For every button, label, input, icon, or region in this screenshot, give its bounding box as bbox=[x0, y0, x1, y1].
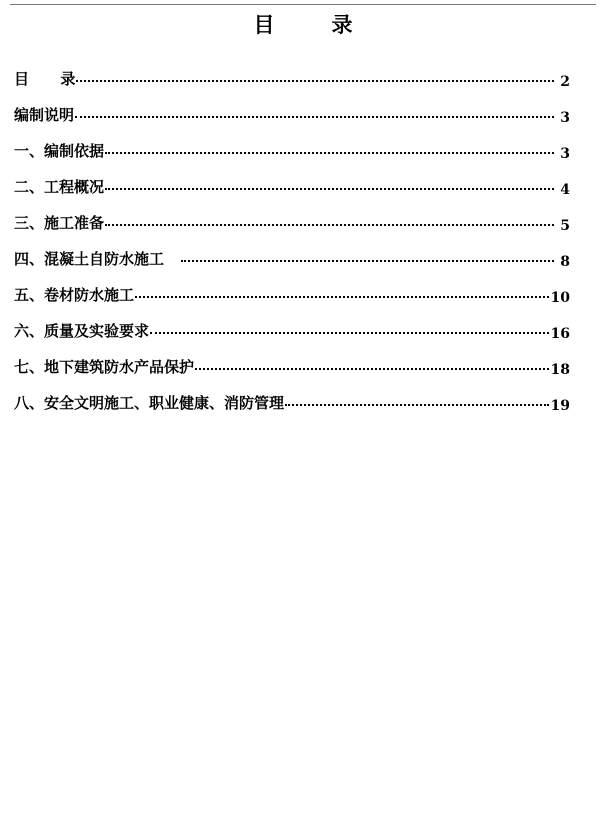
dot-leader bbox=[105, 152, 554, 154]
toc-entry-label: 编制说明 bbox=[14, 106, 75, 124]
toc-page-number: 8 bbox=[560, 254, 570, 270]
dot-leader bbox=[135, 296, 549, 298]
toc-page-number: 10 bbox=[550, 290, 570, 306]
toc-page-number: 3 bbox=[560, 146, 570, 162]
title-char-2: 录 bbox=[331, 12, 354, 37]
toc-page-number: 2 bbox=[560, 74, 570, 90]
dot-leader bbox=[195, 368, 549, 370]
toc-page-number: 4 bbox=[560, 182, 570, 198]
dot-leader bbox=[105, 224, 554, 226]
toc-page-number: 16 bbox=[550, 326, 570, 342]
toc-entry-basis[interactable] bbox=[14, 124, 570, 160]
toc-entry-label: 五、卷材防水施工 bbox=[14, 286, 135, 304]
dot-leader bbox=[150, 332, 549, 334]
toc-entry-preparation-notes[interactable] bbox=[14, 88, 570, 124]
page-title bbox=[0, 9, 607, 39]
toc-page-number: 18 bbox=[550, 362, 570, 378]
toc-entry-safety-management[interactable] bbox=[14, 376, 570, 412]
header-rule bbox=[10, 4, 596, 5]
toc-entry-quality-testing[interactable] bbox=[14, 304, 570, 340]
dot-leader bbox=[105, 188, 554, 190]
toc-page-number: 5 bbox=[560, 218, 570, 234]
toc-entry-project-overview[interactable] bbox=[14, 160, 570, 196]
toc-page-number: 3 bbox=[560, 110, 570, 126]
toc-entry-construction-prep[interactable] bbox=[14, 196, 570, 232]
toc-entry-concrete-waterproofing[interactable] bbox=[14, 232, 570, 268]
toc-entry-contents[interactable] bbox=[14, 52, 570, 88]
toc-entry-product-protection[interactable] bbox=[14, 340, 570, 376]
toc-entry-label: 八、安全文明施工、职业健康、消防管理 bbox=[14, 394, 285, 412]
toc-entry-label: 七、地下建筑防水产品保护 bbox=[14, 358, 195, 376]
title-char-1: 目 bbox=[253, 12, 276, 37]
dot-leader bbox=[76, 80, 554, 82]
table-of-contents bbox=[14, 52, 570, 412]
dot-leader bbox=[285, 404, 549, 406]
toc-entry-label: 四、混凝土自防水施工 bbox=[14, 250, 180, 268]
toc-page-number: 19 bbox=[550, 398, 570, 414]
toc-entry-label: 六、质量及实验要求 bbox=[14, 322, 150, 340]
toc-entry-label: 三、施工准备 bbox=[14, 214, 105, 232]
toc-entry-label: 一、编制依据 bbox=[14, 142, 105, 160]
toc-entry-label: 目 录 bbox=[14, 70, 76, 88]
dot-leader bbox=[181, 260, 554, 262]
toc-entry-label: 二、工程概况 bbox=[14, 178, 105, 196]
dot-leader bbox=[75, 116, 554, 118]
toc-entry-membrane-waterproofing[interactable] bbox=[14, 268, 570, 304]
